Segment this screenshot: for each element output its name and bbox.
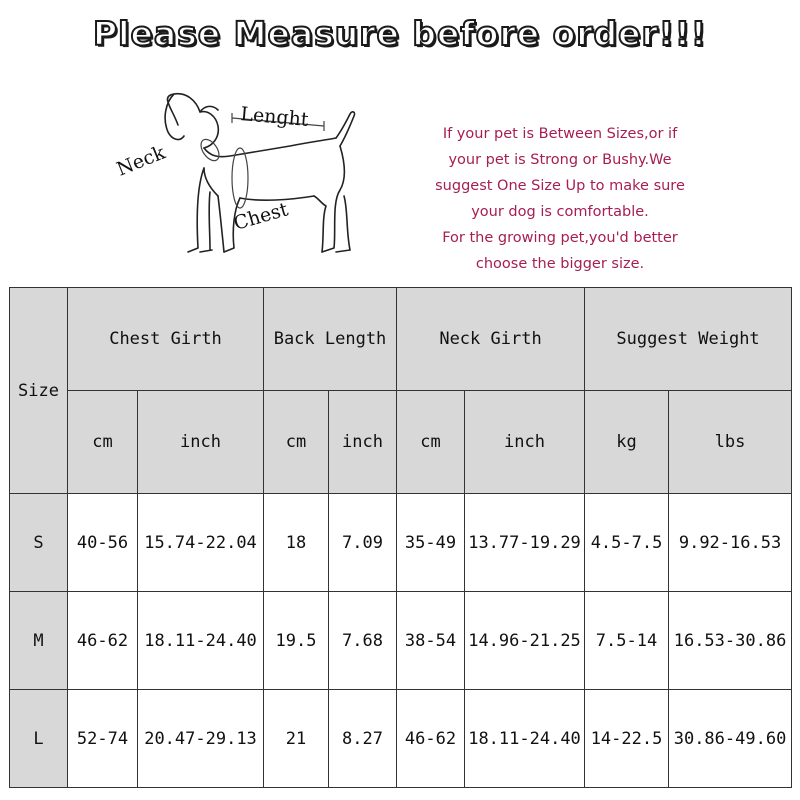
table-units-row [10, 391, 792, 494]
table-cell: 52-74 [68, 690, 138, 788]
table-cell: 16.53-30.86 [669, 592, 792, 690]
table-header-row [10, 288, 792, 391]
table-cell: 14.96-21.25 [465, 592, 585, 690]
sizing-advice-note [415, 121, 705, 277]
unit-header: inch [465, 391, 585, 494]
unit-header: kg [585, 391, 669, 494]
size-label: M [10, 592, 68, 690]
note-line: choose the bigger size. [475, 256, 645, 272]
dog-illustration [100, 80, 400, 280]
unit-header: cm [397, 391, 465, 494]
note-line: If your pet is Between Sizes,or if [442, 126, 678, 142]
table-cell: 18.11-24.40 [138, 592, 264, 690]
table-row [10, 592, 792, 690]
table-cell: 46-62 [68, 592, 138, 690]
unit-header: cm [68, 391, 138, 494]
unit-header: inch [138, 391, 264, 494]
size-label: S [10, 494, 68, 592]
dog-measurement-diagram [100, 80, 400, 280]
table-cell: 13.77-19.29 [465, 494, 585, 592]
size-chart-table [9, 287, 792, 788]
length-label: Lenght [239, 103, 310, 131]
size-label: L [10, 690, 68, 788]
suggest-weight-header: Suggest Weight [585, 288, 792, 391]
note-line: suggest One Size Up to make sure [435, 178, 685, 194]
unit-header: lbs [669, 391, 792, 494]
chest-label: Chest [231, 198, 291, 235]
table-cell: 9.92-16.53 [669, 494, 792, 592]
unit-header: cm [264, 391, 329, 494]
table-cell: 30.86-49.60 [669, 690, 792, 788]
neck-girth-header: Neck Girth [397, 288, 585, 391]
table-cell: 20.47-29.13 [138, 690, 264, 788]
table-cell: 46-62 [397, 690, 465, 788]
table-cell: 7.09 [329, 494, 397, 592]
back-length-header: Back Length [264, 288, 397, 391]
size-header: Size [10, 288, 68, 494]
table-cell: 14-22.5 [585, 690, 669, 788]
table-row [10, 690, 792, 788]
table-cell: 4.5-7.5 [585, 494, 669, 592]
table-cell: 38-54 [397, 592, 465, 690]
neck-label: Neck [113, 141, 169, 181]
table-cell: 7.68 [329, 592, 397, 690]
table-cell: 7.5-14 [585, 592, 669, 690]
page-title: Please Measure before order!!! [93, 14, 707, 53]
table-cell: 21 [264, 690, 329, 788]
note-line: your pet is Strong or Bushy.We [448, 152, 672, 168]
chest-girth-header: Chest Girth [68, 288, 264, 391]
table-cell: 18.11-24.40 [465, 690, 585, 788]
table-row [10, 494, 792, 592]
table-cell: 18 [264, 494, 329, 592]
table-cell: 15.74-22.04 [138, 494, 264, 592]
table-cell: 40-56 [68, 494, 138, 592]
table-cell: 35-49 [397, 494, 465, 592]
note-line: For the growing pet,you'd better [442, 230, 678, 246]
unit-header: inch [329, 391, 397, 494]
table-cell: 19.5 [264, 592, 329, 690]
table-cell: 8.27 [329, 690, 397, 788]
note-line: your dog is comfortable. [471, 204, 649, 220]
